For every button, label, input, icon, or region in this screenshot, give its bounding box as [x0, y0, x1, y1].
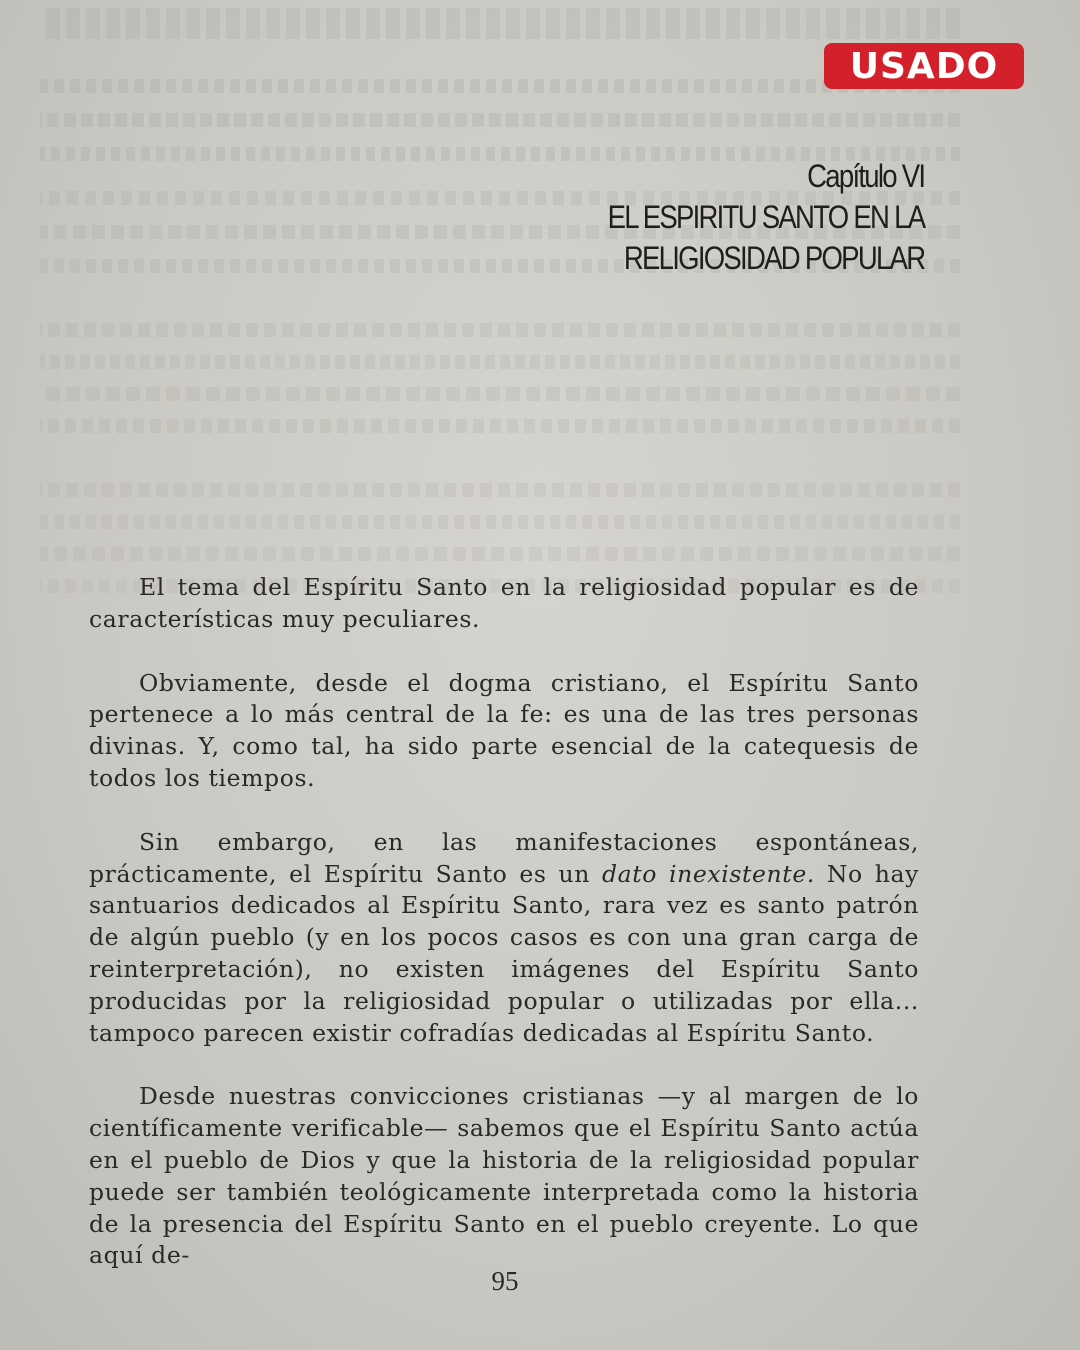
used-badge-label: USADO — [849, 45, 999, 87]
paragraph-3-start: Sin embargo, en las manifestaciones espontáneas, prácticamente, el Espíritu Santo es un — [89, 827, 919, 888]
chapter-number: Capítulo VI — [806, 158, 924, 194]
paragraph-3-emphasis: dato inexistente. — [601, 859, 815, 888]
paragraph-3-end: No hay santuarios dedicados al Espíritu Santo, rara vez es santo patrón de algún pueblo (y en los pocos casos es con una gran carga de reinterpretación), no existen imágenes del Espíritu Santo producidas por la religiosidad popular o utilizadas por ella... tampoco parecen existir cofradías dedicadas al Espíritu Santo. — [89, 859, 919, 1047]
paragraph-1: El tema del Espíritu Santo en la religiosidad popular es de características muy peculiares. — [89, 573, 919, 633]
used-badge — [824, 43, 1024, 89]
chapter-title-line-1: EL ESPIRITU SANTO EN LA — [607, 199, 924, 235]
paragraph-3 — [89, 827, 919, 1050]
paragraph-4: Desde nuestras convicciones cristianas —y al margen de lo científicamente verificable— sabemos que el Espíritu Santo actúa en el pueblo de Dios y que la historia de la religiosidad popular puede ser también teológicamente interpretada como la historia de la presencia del Espíritu Santo en el pueblo creyente. Lo que aquí de- — [89, 1082, 919, 1270]
body-text — [89, 572, 919, 1272]
paragraph-2: Obviamente, desde el dogma cristiano, el Espíritu Santo pertenece a lo más central de la fe: es una de las tres personas divinas. Y, como tal, ha sido parte esencial de la catequesis de todos los tiempos. — [89, 668, 919, 792]
chapter-title-line-2: RELIGIOSIDAD POPULAR — [623, 240, 924, 276]
page-number: 95 — [491, 1266, 519, 1296]
chapter-heading — [607, 156, 924, 279]
